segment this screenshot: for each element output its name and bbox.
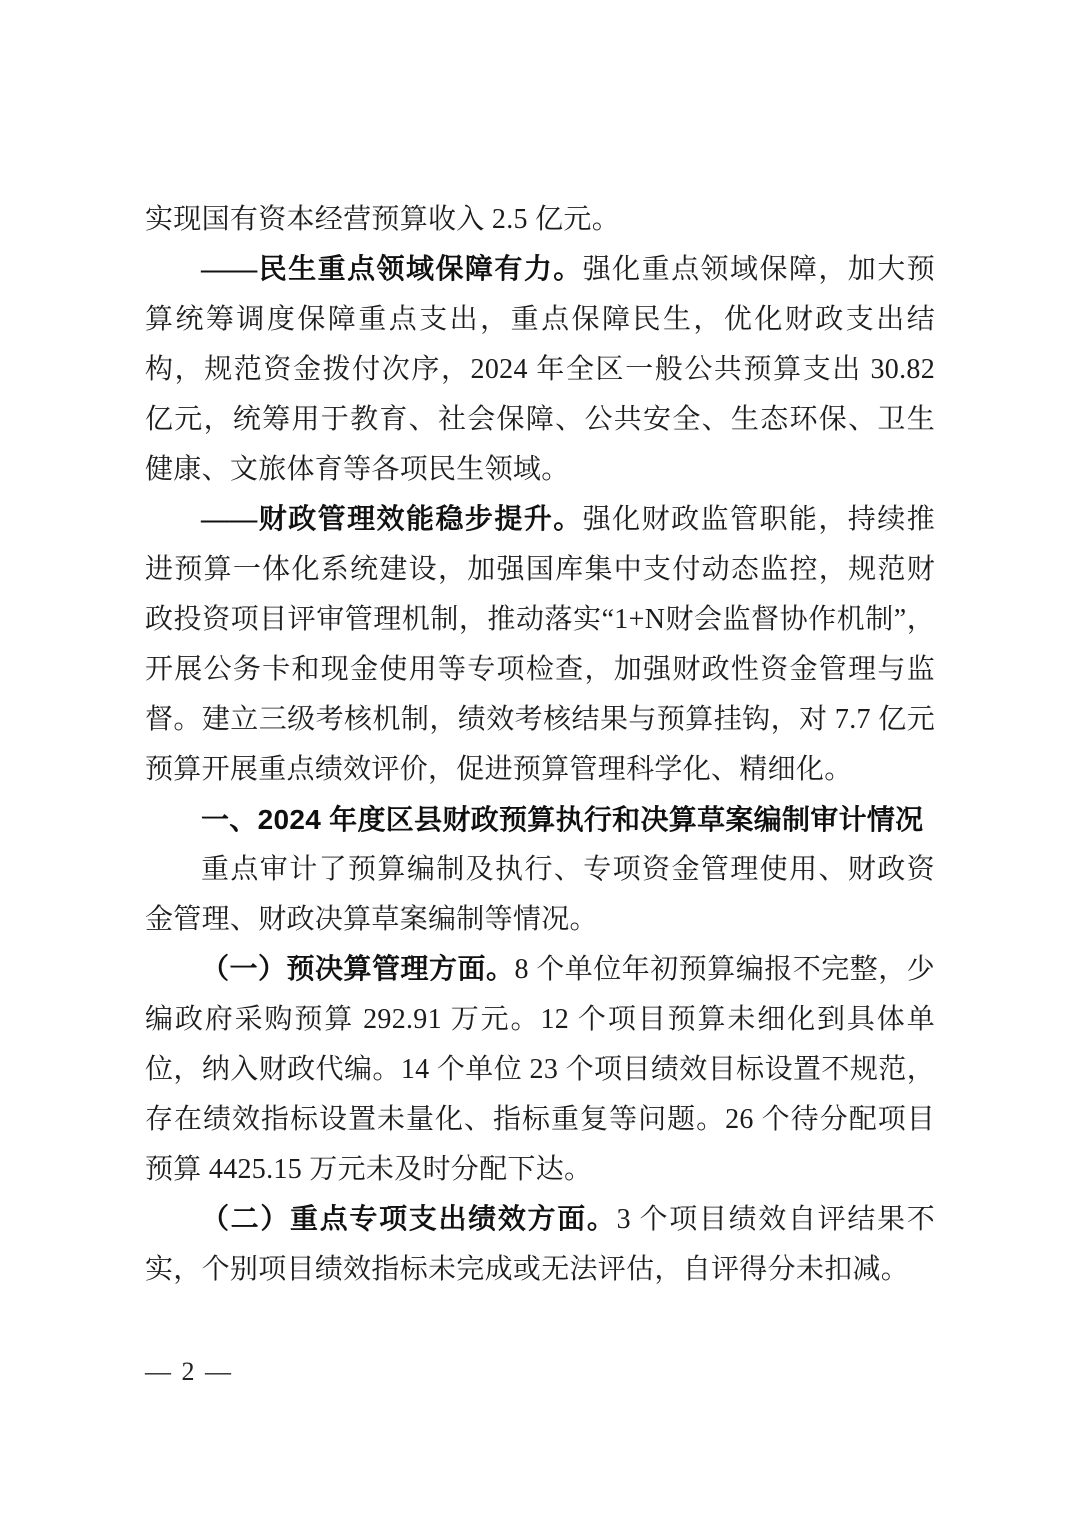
paragraph-special-expenditure-performance <box>145 1195 935 1295</box>
paragraph-fiscal-management <box>145 495 935 795</box>
paragraph-audit-scope <box>145 845 935 945</box>
paragraph-budget-management-issues <box>145 945 935 1195</box>
paragraph-bold-lead: （一）预决算管理方面。 <box>201 954 515 985</box>
section-heading: 一、2024 年度区县财政预算执行和决算草案编制审计情况 <box>201 804 924 835</box>
paragraph-text: 强化重点领域保障，加大预算统筹调度保障重点支出，重点保障民生，优化财政支出结构，规范资金拨付次序，2024 年全区一般公共预算支出 30.82 亿元，统筹用于教育、社会保障、公共安全、生态环保、卫生健康、文旅体育等各项民生领域。 <box>145 254 936 485</box>
paragraph-bold-lead: ——财政管理效能稳步提升。 <box>201 504 583 535</box>
document-body <box>145 195 935 1295</box>
paragraph-text: 3 个项目绩效自评结果不实，个别项目绩效指标未完成或无法评估，自评得分未扣减。 <box>145 1204 935 1285</box>
paragraph-text: 重点审计了预算编制及执行、专项资金管理使用、财政资金管理、财政决算草案编制等情况。 <box>145 854 935 935</box>
paragraph-bold-lead: ——民生重点领域保障有力。 <box>201 254 583 285</box>
paragraph-bold-lead: （二）重点专项支出绩效方面。 <box>201 1204 617 1235</box>
paragraph-text: 实现国有资本经营预算收入 2.5 亿元。 <box>145 204 621 235</box>
paragraph-minsheng-guarantee <box>145 245 935 495</box>
paragraph-text: 强化财政监管职能，持续推进预算一体化系统建设，加强国库集中支付动态监控，规范财政投资项目评审管理机制，推动落实“1+N财会监督协作机制”，开展公务卡和现金使用等专项检查，加强财政性资金管理与监督。建立三级考核机制，绩效考核结果与预算挂钩，对 7.7 亿元预算开展重点绩效评价，促进预算管理科学化、精细化。 <box>145 504 936 785</box>
paragraph-state-capital-revenue <box>145 195 935 245</box>
paragraph-text: 8 个单位年初预算编报不完整，少编政府采购预算 292.91 万元。12 个项目预算未细化到具体单位，纳入财政代编。14 个单位 23 个项目绩效目标设置不规范，存在绩效指标设置未量化、指标重复等问题。26 个待分配项目预算 4425.15 万元未及时分配下达。 <box>145 954 935 1185</box>
page-number: — 2 — <box>145 1357 233 1386</box>
